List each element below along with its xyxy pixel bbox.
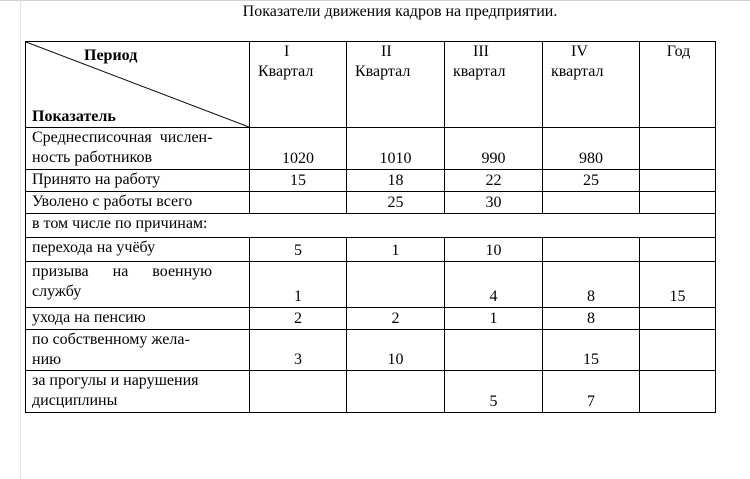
document-title: Показатели движения кадров на предприятии. (242, 3, 558, 20)
cell-q1: 15 (250, 170, 347, 192)
header-corner-cell (26, 42, 250, 128)
cell-year (640, 238, 716, 262)
cell-year (640, 308, 716, 330)
cell-q4: 980 (543, 128, 640, 170)
table-row (26, 308, 716, 330)
cell-q3: 4 (445, 262, 543, 308)
cell-q4 (543, 238, 640, 262)
header-q4-roman: IV (571, 43, 588, 60)
cell-q3: 1 (445, 308, 543, 330)
cell-q1 (250, 192, 347, 214)
header-q4 (543, 42, 640, 128)
table-row (26, 214, 716, 238)
row-label: Среднесписочная числен- ность работников (26, 128, 250, 170)
cell-q3: 30 (445, 192, 543, 214)
cell-year (640, 128, 716, 170)
header-q1 (250, 42, 347, 128)
header-q2-word: Квартал (355, 63, 411, 80)
header-period: Период (84, 47, 138, 64)
cell-q4: 8 (543, 308, 640, 330)
cell-q2 (347, 262, 445, 308)
cell-q1: 2 (250, 308, 347, 330)
cell-q2: 10 (347, 330, 445, 371)
cell-q1: 5 (250, 238, 347, 262)
cell-q4: 8 (543, 262, 640, 308)
row-label: Принято на работу (26, 170, 250, 192)
cell-q3: 22 (445, 170, 543, 192)
cell-q2: 2 (347, 308, 445, 330)
cell-q3: 990 (445, 128, 543, 170)
header-q2 (347, 42, 445, 128)
header-q1-roman: I (284, 43, 290, 60)
row-label: Уволено с работы всего (26, 192, 250, 214)
cell-q4: 7 (543, 371, 640, 413)
cell-q4: 15 (543, 330, 640, 371)
cell-year: 15 (640, 262, 716, 308)
cell-q2: 25 (347, 192, 445, 214)
staff-movement-table (25, 41, 716, 413)
row-label: по собственному жела- нию (26, 330, 250, 371)
cell-year (640, 170, 716, 192)
cell-q1 (250, 371, 347, 413)
cell-q1: 3 (250, 330, 347, 371)
table-row (26, 330, 716, 371)
row-label: ухода на пенсию (26, 308, 250, 330)
cell-q3: 10 (445, 238, 543, 262)
table-row (26, 192, 716, 214)
table-row (26, 170, 716, 192)
cell-q1: 1020 (250, 128, 347, 170)
header-q3 (445, 42, 543, 128)
cell-q3 (445, 330, 543, 371)
header-row (26, 42, 716, 128)
cell-q1: 1 (250, 262, 347, 308)
page-top-border (0, 0, 750, 1)
header-q3-roman: III (473, 43, 489, 60)
header-indicator: Показатель (32, 108, 116, 125)
cell-q2 (347, 371, 445, 413)
cell-year (640, 330, 716, 371)
row-label: перехода на учёбу (26, 238, 250, 262)
header-q2-roman: II (381, 43, 392, 60)
cell-q4: 25 (543, 170, 640, 192)
table-row (26, 371, 716, 413)
cell-year (640, 371, 716, 413)
cell-q2: 1 (347, 238, 445, 262)
row-label: за прогулы и нарушения дисциплины (26, 371, 250, 413)
row-label: призыва на военную службу (26, 262, 250, 308)
cell-q3: 5 (445, 371, 543, 413)
cell-q4 (543, 192, 640, 214)
header-q1-word: Квартал (258, 63, 314, 80)
cell-q2: 18 (347, 170, 445, 192)
header-year: Год (640, 42, 716, 128)
cell-year (640, 192, 716, 214)
page-left-border (20, 0, 21, 479)
header-q3-word: квартал (453, 63, 506, 80)
header-q4-word: квартал (551, 63, 604, 80)
cell-q2: 1010 (347, 128, 445, 170)
table-row (26, 128, 716, 170)
table-row (26, 262, 716, 308)
row-label: в том числе по причинам: (26, 214, 716, 238)
table-row (26, 238, 716, 262)
